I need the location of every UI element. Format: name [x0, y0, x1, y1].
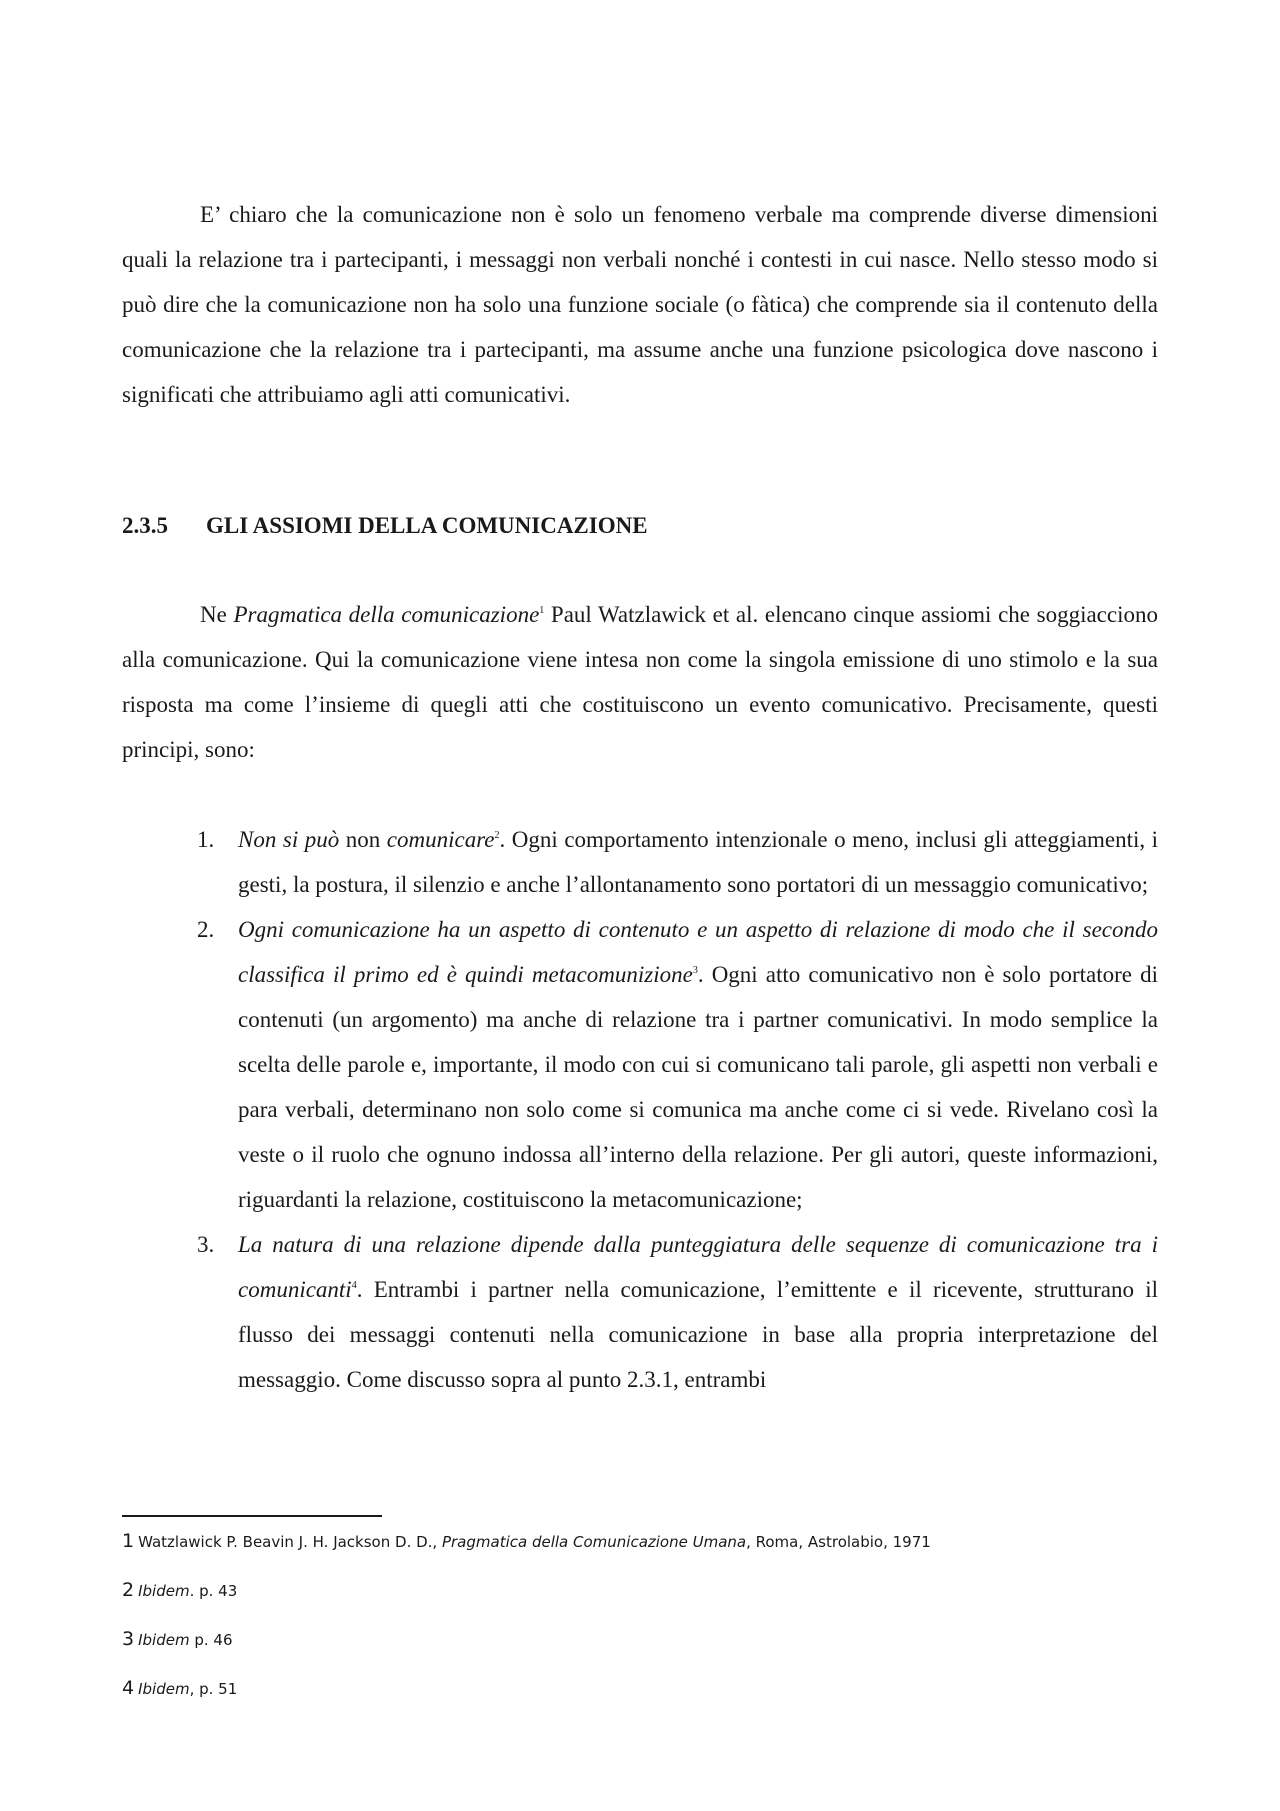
footnote-number: 3: [122, 1628, 135, 1650]
intro-paragraph: E’ chiaro che la comunicazione non è solo un fenomeno verbale ma comprende diverse dimensioni quali la relazione tra i partecipanti, i messaggi non verbali nonché i contesti in cui nasce. Nello stesso modo si può dire che la comunicazione non ha solo una funzione sociale (o fàtica) che comprende sia il contenuto della comunicazione che la relazione tra i partecipanti, ma assume anche una funzione psicologica dove nascono i significati che attribuiamo agli atti comunicativi.: [122, 202, 1158, 407]
axiom-text: . Ogni comportamento intenzionale o meno, inclusi gli atteggiamenti, i gesti, la postura, il silenzio e anche l’allontanamento sono portatori di un messaggio comunicativo;: [238, 827, 1159, 897]
footnote-text: . p. 43: [189, 1582, 238, 1600]
list-item: [122, 817, 1158, 907]
axiom-text: . Entrambi i partner nella comunicazione, l’emittente e il ricevente, strutturano il flusso dei messaggi contenuti nella comunicazione in base alla propria interpretazione del messaggio. Come discusso sopra al punto 2.3.1, entrambi: [238, 1277, 1158, 1392]
list-item: [122, 1222, 1158, 1402]
footnote-separator: [122, 1515, 382, 1517]
footnote-number: 4: [122, 1677, 135, 1699]
footnote-text: , Roma, Astrolabio, 1971: [746, 1533, 931, 1551]
axiom-text: . Ogni atto comunicativo non è solo portatore di contenuti (un argomento) ma anche di relazione tra i partner comunicativi. In modo semplice la scelta delle parole e, importante, il modo con cui si comunicano tali parole, gli aspetti non verbali e para verbali, determinano non solo come si comunica ma anche come ci si vede. Rivelano così la veste o il ruolo che ognuno indossa all’interno della relazione. Per gli autori, queste informazioni, riguardanti la relazione, costituiscono la metacomunicazione;: [238, 962, 1158, 1212]
footnotes: [122, 1530, 1158, 1726]
footnote-title: Pragmatica della Comunicazione Umana: [441, 1533, 747, 1551]
footnote-ref[interactable]: 2: [494, 830, 500, 841]
axiom-title-plain: non: [339, 827, 387, 852]
axioms-list: [122, 817, 1158, 1402]
list-marker: 2.: [197, 917, 215, 942]
footnote-title: Ibidem: [138, 1680, 190, 1698]
footnote-item: [122, 1677, 1158, 1726]
paragraph-text: Paul Watzlawick et al. elencano cinque assiomi che soggiacciono alla comunicazione. Qui la comunicazione viene intesa non come la singola emissione di uno stimolo e la sua risposta ma come l’insieme di quegli atti che costituiscono un evento comunicativo. Precisamente, questi principi, sono:: [122, 602, 1158, 762]
list-marker: 1.: [197, 827, 215, 852]
footnote-number: 2: [122, 1579, 135, 1601]
list-item: [122, 907, 1158, 1222]
footnote-title: Ibidem: [138, 1582, 190, 1600]
footnote-ref[interactable]: 1: [539, 605, 545, 616]
axiom-title: La natura di una relazione dipende dalla punteggiatura delle sequenze di comunicazione tra i comunicanti: [238, 1232, 1158, 1302]
paragraph-lead: Ne: [200, 602, 234, 627]
axioms-intro-paragraph: [122, 592, 1158, 772]
footnote-text: p. 46: [189, 1631, 233, 1649]
book-title: Pragmatica della comunicazione: [233, 602, 540, 627]
axiom-title: comunicare: [386, 827, 495, 852]
footnote-ref[interactable]: 3: [692, 965, 698, 976]
footnote-item: [122, 1530, 1158, 1579]
section-heading: [122, 503, 648, 548]
section-number: 2.3.5: [122, 513, 168, 538]
axiom-title: Ogni comunicazione ha un aspetto di contenuto e un aspetto di relazione di modo che il secondo classifica il primo ed è quindi metacomunizione: [238, 917, 1158, 987]
footnote-item: [122, 1628, 1158, 1677]
axiom-title: Non si può: [238, 827, 340, 852]
footnote-item: [122, 1579, 1158, 1628]
list-marker: 3.: [197, 1232, 215, 1257]
section-title: GLI ASSIOMI DELLA COMUNICAZIONE: [206, 513, 648, 538]
footnote-number: 1: [122, 1530, 135, 1552]
footnote-text: , p. 51: [189, 1680, 238, 1698]
footnote-ref[interactable]: 4: [351, 1280, 357, 1291]
footnote-title: Ibidem: [138, 1631, 190, 1649]
footnote-text: Watzlawick P. Beavin J. H. Jackson D. D.,: [138, 1533, 442, 1551]
